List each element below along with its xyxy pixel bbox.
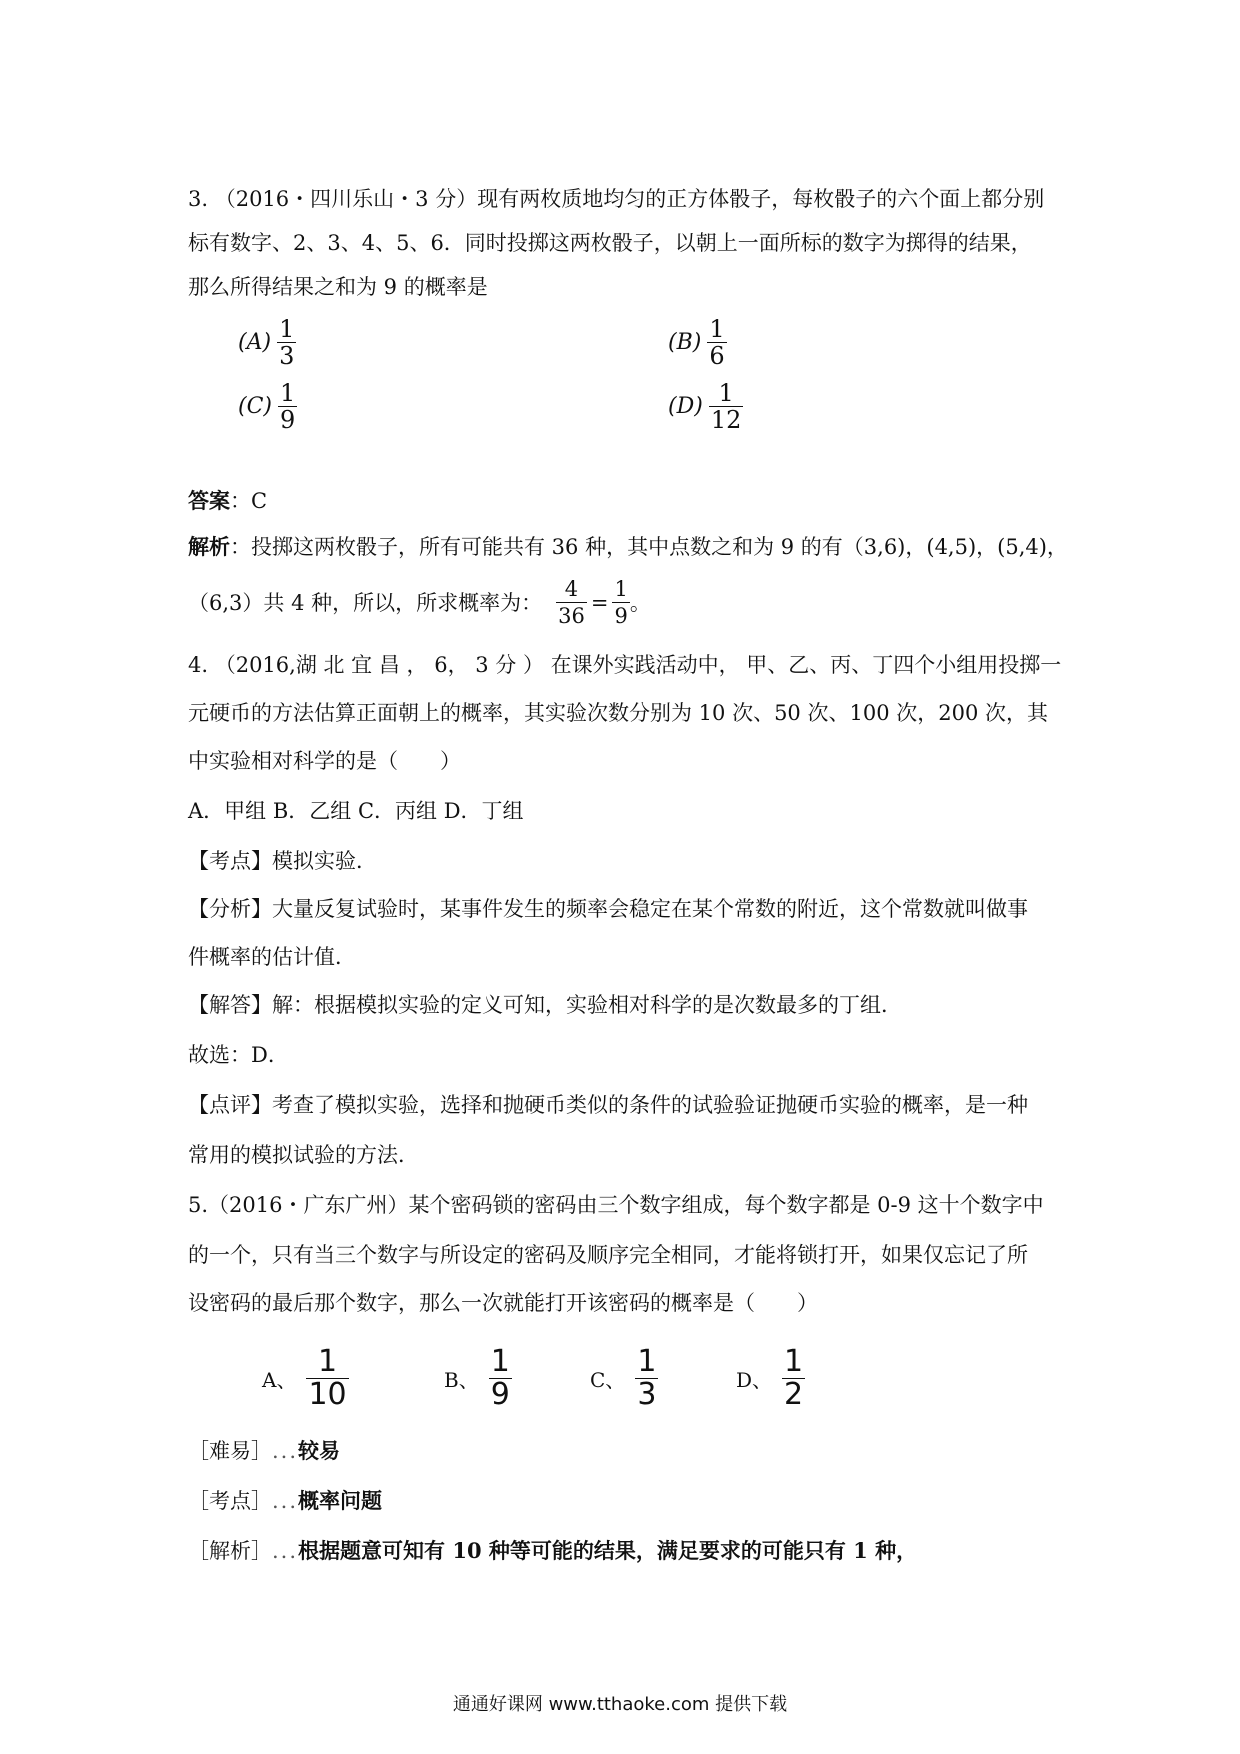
numerator: 4 [564,577,579,601]
option-label: B、 [444,1368,479,1392]
numerator: 1 [490,1344,510,1379]
numerator: 1 [614,577,628,601]
q3-option-a [238,316,296,369]
numerator: 1 [637,1344,657,1379]
option-label: (B) [668,330,702,355]
denominator: 36 [558,604,585,628]
q4-jieda: 【解答】解：根据模拟实验的定义可知，实验相对科学的是次数最多的丁组． [188,993,902,1017]
nanyi-label: ［难易］ [188,1439,272,1463]
q3-analysis-line-2 [188,576,651,629]
fraction [782,1346,805,1411]
q5-option-c [590,1346,658,1411]
q3-analysis-line-1 [188,532,1068,562]
option-label: D、 [736,1368,773,1392]
q5-line-2: 的一个，只有当三个数字与所设定的密码及顺序完全相同，才能将锁打开，如果仅忘记了所 [188,1243,1028,1267]
fraction [277,316,296,369]
numerator: 1 [279,315,295,343]
q4-fenxi-2: 件概率的估计值． [188,945,356,969]
jiexi-value: 根据题意可知有 10 种等可能的结果，满足要求的可能只有 1 种， [298,1538,918,1563]
option-label: (D) [668,394,703,419]
page-footer: 通通好课网 www.tthaoke.com 提供下载 [452,1694,788,1715]
q4-line-1: 4. （2016,湖 北 宜 昌 ， 6， 3 分 ） 在课外实践活动中， 甲、乙、丙、丁四个小组用投掷一 [188,653,1062,677]
q3-option-b [668,316,727,369]
q5-kaodian [188,1486,382,1516]
leader-dots: ... [272,1539,299,1563]
denominator: 9 [280,406,296,434]
numerator: 1 [709,315,725,343]
fraction [306,1346,348,1411]
q3-option-c [238,380,297,433]
q3-line-3: 那么所得结果之和为 9 的概率是 [188,275,488,299]
option-label: (C) [238,394,272,419]
q5-nanyi [188,1436,340,1466]
option-label: (A) [238,330,272,355]
q4-dianping-2: 常用的模拟试验的方法． [188,1143,419,1167]
q3-option-d [668,380,743,433]
numerator: 1 [784,1344,804,1379]
q4-line-3: 中实验相对科学的是（ ） [188,749,461,773]
answer-value: ：C [230,489,268,513]
fraction [489,1346,512,1411]
nanyi-value: 较易 [298,1438,341,1463]
fraction-4-36 [556,576,587,629]
q4-line-2: 元硬币的方法估算正面朝上的概率，其实验次数分别为 10 次、50 次、100 次，200 次，其 [188,701,1048,725]
numerator: 1 [280,379,296,407]
end-mark: 。 [629,590,651,615]
jiexi-label: ［解析］ [188,1539,272,1563]
fraction [709,380,744,433]
denominator: 9 [490,1377,510,1412]
q5-option-b [444,1346,512,1411]
equals-sign: = [590,590,609,615]
kaodian-value: 概率问题 [298,1488,383,1513]
q5-option-a [262,1346,349,1411]
q4-kaodian: 【考点】模拟实验． [188,849,377,873]
option-label: C、 [590,1368,626,1392]
q3-line-1: 3. （2016・四川乐山・3 分）现有两枚质地均匀的正方体骰子，每枚骰子的六个面上都分别 [188,187,1045,211]
option-label: A、 [262,1368,297,1392]
denominator: 12 [710,406,742,434]
q4-fenxi-1: 【分析】大量反复试验时，某事件发生的频率会稳定在某个常数的附近，这个常数就叫做事 [188,897,1028,921]
q4-guxuan: 故选：D． [188,1043,289,1067]
fraction [635,1346,658,1411]
leader-dots: ... [272,1489,299,1513]
analysis-label: 解析 [188,534,230,559]
denominator: 9 [614,604,628,628]
answer-label: 答案 [188,488,230,513]
fraction [707,316,726,369]
fraction-1-9 [612,576,629,629]
denominator: 3 [637,1377,657,1412]
fraction [278,380,297,433]
q5-jiexi [188,1536,917,1566]
denominator: 3 [279,342,295,370]
q4-dianping-1: 【点评】考查了模拟实验，选择和抛硬币类似的条件的试验验证抛硬币实验的概率，是一种 [188,1093,1028,1117]
denominator: 10 [308,1377,347,1412]
q3-answer [188,486,267,516]
q3-line-2: 标有数字、2、3、4、5、6．同时投掷这两枚骰子，以朝上一面所标的数字为掷得的结果， [188,231,1032,255]
kaodian-label: ［考点］ [188,1489,272,1513]
denominator: 2 [784,1377,804,1412]
q5-line-1: 5.（2016・广东广州）某个密码锁的密码由三个数字组成，每个数字都是 0-9 这十个数字中 [188,1193,1044,1217]
numerator: 1 [318,1344,338,1379]
q5-option-d [736,1346,805,1411]
denominator: 6 [709,342,725,370]
analysis-text-2: （6,3）共 4 种，所以，所求概率为： [188,590,543,615]
leader-dots: ... [272,1439,299,1463]
q5-line-3: 设密码的最后那个数字，那么一次就能打开该密码的概率是（ ） [188,1291,818,1315]
q4-options: A．甲组 B．乙组 C．丙组 D．丁组 [188,799,524,823]
numerator: 1 [718,379,734,407]
analysis-text: ：投掷这两枚骰子，所有可能共有 36 种，其中点数之和为 9 的有（3,6)，(4,5)，(5,4)， [230,535,1068,559]
